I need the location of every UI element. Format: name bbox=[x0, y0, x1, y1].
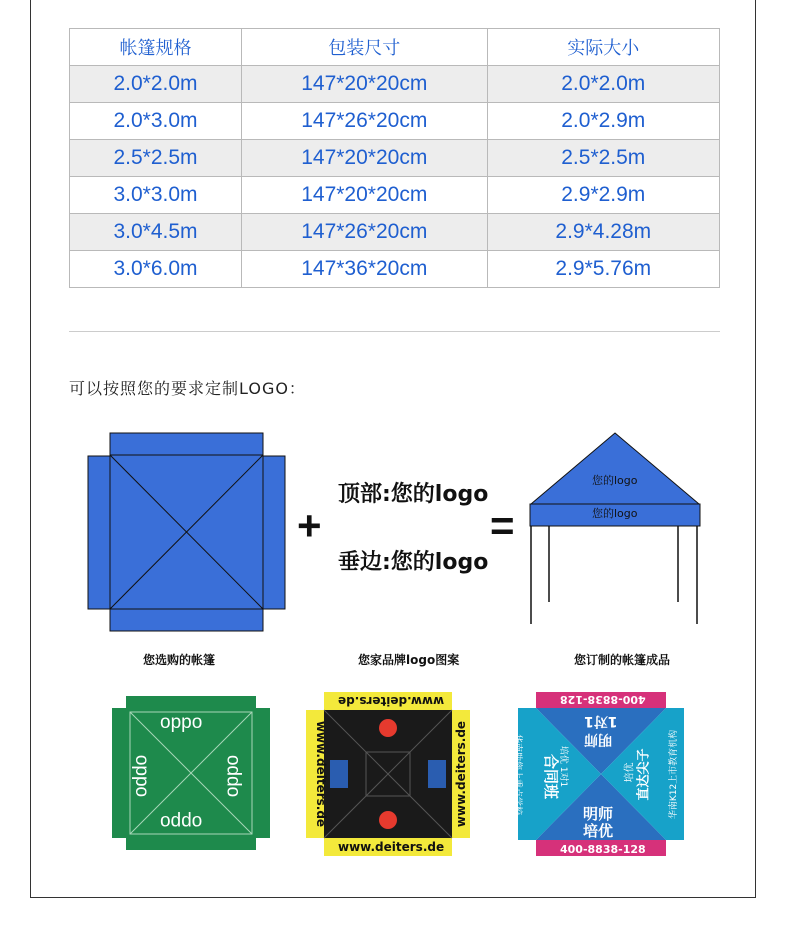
school-center-text2: 培优 bbox=[583, 822, 614, 840]
deiters-url-top: www.deiters.de bbox=[338, 694, 445, 708]
caption-product: 您订制的帐篷成品 bbox=[574, 653, 671, 667]
deiters-tent-sample bbox=[306, 692, 470, 856]
oppo-logo-bottom: oppo bbox=[160, 811, 203, 832]
cell: 2.0*2.9m bbox=[487, 103, 719, 140]
cell: 2.0*2.0m bbox=[70, 66, 242, 103]
cell: 2.0*2.0m bbox=[487, 66, 719, 103]
school-left-text: 合同班 bbox=[542, 753, 561, 800]
header-package: 包装尺寸 bbox=[241, 29, 487, 66]
table-row bbox=[70, 103, 720, 140]
oppo-logo-left: oppo bbox=[131, 754, 153, 798]
tent-side-label: 您的logo bbox=[592, 507, 638, 520]
oppo-logo-top: oppo bbox=[160, 712, 203, 733]
oppo-logo-right: oppo bbox=[222, 754, 244, 798]
table-row bbox=[70, 177, 720, 214]
side-logo-text: 垂边:您的logo bbox=[338, 550, 489, 575]
table-row bbox=[70, 140, 720, 177]
cell: 147*20*20cm bbox=[241, 177, 487, 214]
caption-logo: 您家品牌logo图案 bbox=[358, 653, 460, 667]
table-header-row bbox=[70, 29, 720, 66]
header-spec: 帐篷规格 bbox=[70, 29, 242, 66]
cell: 2.5*2.5m bbox=[70, 140, 242, 177]
intro-text: 可以按照您的要求定制LOGO： bbox=[69, 379, 306, 398]
table-row bbox=[70, 66, 720, 103]
cell: 3.0*6.0m bbox=[70, 251, 242, 288]
school-top-text2: 明师 bbox=[584, 731, 612, 747]
school-side-left: 华南助您上重点学校 bbox=[512, 733, 523, 816]
cell: 147*26*20cm bbox=[241, 103, 487, 140]
cell: 2.9*5.76m bbox=[487, 251, 719, 288]
cell: 147*20*20cm bbox=[241, 66, 487, 103]
cell: 2.9*2.9m bbox=[487, 177, 719, 214]
table-row bbox=[70, 214, 720, 251]
school-top-text: 1对1 bbox=[584, 713, 618, 729]
school-center-text: 明师 bbox=[583, 805, 614, 823]
cell: 147*26*20cm bbox=[241, 214, 487, 251]
top-logo-text: 顶部:您的logo bbox=[338, 482, 489, 507]
school-right-text: 直达尖子 bbox=[636, 748, 652, 801]
school-phone-top: 400-8838-128 bbox=[560, 693, 646, 706]
school-side-right: 华南K12上市教育机构 bbox=[669, 729, 680, 820]
table-row bbox=[70, 251, 720, 288]
spec-table bbox=[69, 28, 720, 288]
deiters-url-right: www.deiters.de bbox=[454, 720, 469, 828]
cell: 147*36*20cm bbox=[241, 251, 487, 288]
tent-top-label: 您的logo bbox=[592, 474, 638, 487]
caption-tent: 您选购的帐篷 bbox=[143, 653, 216, 667]
tent-diagram bbox=[527, 432, 703, 626]
header-actual: 实际大小 bbox=[487, 29, 719, 66]
deiters-url-bottom: www.deiters.de bbox=[338, 840, 445, 854]
flat-canopy-diagram bbox=[86, 432, 288, 634]
cell: 2.5*2.5m bbox=[487, 140, 719, 177]
cell: 3.0*4.5m bbox=[70, 214, 242, 251]
plus-sign: + bbox=[297, 502, 322, 549]
cell: 3.0*3.0m bbox=[70, 177, 242, 214]
cell: 2.9*4.28m bbox=[487, 214, 719, 251]
cell: 147*20*20cm bbox=[241, 140, 487, 177]
school-phone-bottom: 400-8838-128 bbox=[560, 843, 646, 856]
deiters-url-left: www.deiters.de bbox=[314, 720, 329, 828]
school-left-small: 培优 1对1 bbox=[558, 745, 569, 788]
school-right-small: 培优 bbox=[624, 762, 636, 783]
equals-sign: = bbox=[490, 502, 515, 549]
cell: 2.0*3.0m bbox=[70, 103, 242, 140]
divider bbox=[69, 331, 720, 332]
